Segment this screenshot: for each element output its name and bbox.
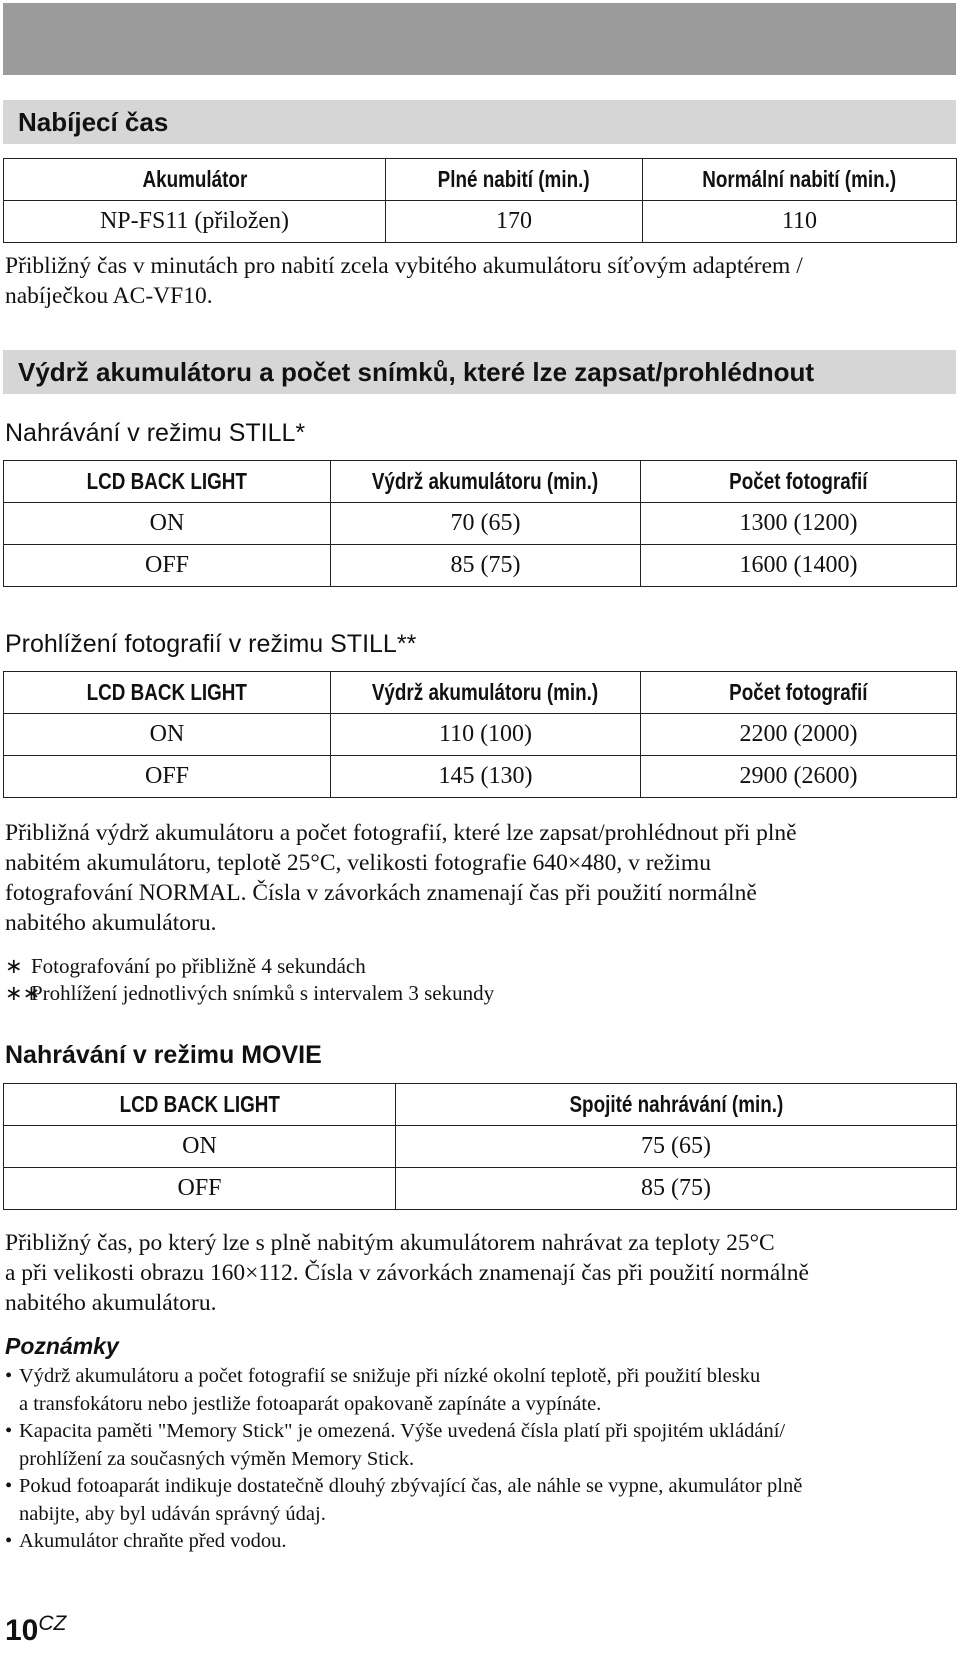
- footnote-mark: ∗: [5, 954, 23, 978]
- footnote: [5, 953, 366, 980]
- table-cell: 1300 (1200): [641, 503, 957, 545]
- movie-note: Přibližný čas, po který lze s plně nabitým akumulátorem nahrávat za teploty 25°C a při velikosti obrazu 160×112. Čísla v závorkách znamenají čas při použití normálně nabitého akumulátoru.: [5, 1230, 809, 1316]
- table-cell: OFF: [4, 545, 331, 587]
- bullet: •: [5, 1420, 13, 1442]
- still-view-title: Prohlížení fotografií v režimu STILL**: [5, 630, 417, 658]
- column-header: Počet fotografií: [729, 468, 868, 494]
- table-cell: 170: [386, 201, 643, 243]
- table-cell: 145 (130): [331, 756, 641, 798]
- table-row: [4, 714, 957, 756]
- still-rec-table: [3, 460, 957, 587]
- column-header: Výdrž akumulátoru (min.): [372, 468, 599, 494]
- table-row: [4, 503, 957, 545]
- table-cell: 70 (65): [331, 503, 641, 545]
- table-cell: 110 (100): [331, 714, 641, 756]
- table-cell: OFF: [4, 1168, 396, 1210]
- table-cell: 2900 (2600): [641, 756, 957, 798]
- table-row: [4, 756, 957, 798]
- list-item: • Výdrž akumulátoru a počet fotografií se snižuje při nízké okolní teplotě, při použití blesku a transfokátoru nebo jestliže fotoaparát opakovaně zapínáte a vypínáte.: [5, 1365, 761, 1415]
- footnote: [5, 980, 494, 1007]
- table-cell: ON: [4, 1126, 396, 1168]
- table-row: [4, 201, 957, 243]
- table-cell: ON: [4, 714, 331, 756]
- table-cell: OFF: [4, 756, 331, 798]
- notes-title: Poznámky: [5, 1333, 119, 1359]
- list-item: • Pokud fotoaparát indikuje dostatečně dlouhý zbývající čas, ale náhle se vypne, akumulátor plně nabijte, aby byl udáván správný údaj.: [5, 1475, 803, 1525]
- column-header: LCD BACK LIGHT: [86, 679, 248, 705]
- header-bar: [3, 3, 956, 75]
- notes-list: [5, 1363, 950, 1556]
- footnote-text: Prohlížení jednotlivých snímků s intervalem 3 sekundy: [31, 981, 495, 1005]
- column-header: Plné nabití (min.): [438, 166, 590, 192]
- table-cell: 85 (75): [331, 545, 641, 587]
- page-lang-suffix: CZ: [38, 1612, 67, 1635]
- table-row: [4, 1126, 957, 1168]
- footnote-text: Fotografování po přibližně 4 sekundách: [31, 954, 366, 978]
- table-row: [4, 545, 957, 587]
- table-cell: 75 (65): [396, 1126, 957, 1168]
- bullet: •: [5, 1365, 13, 1387]
- bullet: •: [5, 1475, 13, 1497]
- charging-note: Přibližný čas v minutách pro nabití zcela vybitého akumulátoru síťovým adaptérem / nabíječkou AC-VF10.: [5, 253, 803, 309]
- endurance-heading: Výdrž akumulátoru a počet snímků, které lze zapsat/prohlédnout: [3, 350, 956, 394]
- charging-heading: Nabíjecí čas: [3, 100, 956, 144]
- footnote-mark: ∗∗: [5, 981, 41, 1005]
- still-rec-title: Nahrávání v režimu STILL*: [5, 419, 306, 447]
- column-header: Spojité nahrávání (min.): [569, 1091, 783, 1117]
- table-cell: 1600 (1400): [641, 545, 957, 587]
- table-cell: NP-FS11 (přiložen): [4, 201, 386, 243]
- movie-table: [3, 1083, 957, 1210]
- column-header: LCD BACK LIGHT: [86, 468, 248, 494]
- column-header: Výdrž akumulátoru (min.): [372, 679, 599, 705]
- list-item: • Kapacita paměti "Memory Stick" je omezená. Výše uvedená čísla platí při spojitém ukládání/ prohlížení za současných výměn Memory Stick.: [5, 1420, 786, 1470]
- column-header: Počet fotografií: [729, 679, 868, 705]
- table-header-row: [4, 159, 957, 201]
- table-cell: ON: [4, 503, 331, 545]
- movie-title: Nahrávání v režimu MOVIE: [5, 1041, 322, 1069]
- column-header: Normální nabití (min.): [702, 166, 897, 192]
- column-header: Akumulátor: [142, 166, 247, 192]
- page-number: $10^{CZ}$: [5, 1612, 67, 1647]
- column-header: LCD BACK LIGHT: [119, 1091, 280, 1117]
- table-cell: 85 (75): [396, 1168, 957, 1210]
- bullet: •: [5, 1530, 13, 1552]
- table-header-row: [4, 672, 957, 714]
- list-item: • Akumulátor chraňte před vodou.: [5, 1528, 950, 1556]
- table-cell: 2200 (2000): [641, 714, 957, 756]
- table-row: [4, 1168, 957, 1210]
- table-header-row: [4, 1084, 957, 1126]
- table-cell: 110: [643, 201, 957, 243]
- still-note: Přibližná výdrž akumulátoru a počet fotografií, které lze zapsat/prohlédnout při plně nabitém akumulátoru, teplotě 25°C, velikosti fotografie 640×480, v režimu fotografování NORMAL. Čísla v závorkách znamenají čas při použití normálně nabitého akumulátoru.: [5, 820, 797, 936]
- table-header-row: [4, 461, 957, 503]
- still-view-table: [3, 671, 957, 798]
- charging-table: [3, 158, 957, 243]
